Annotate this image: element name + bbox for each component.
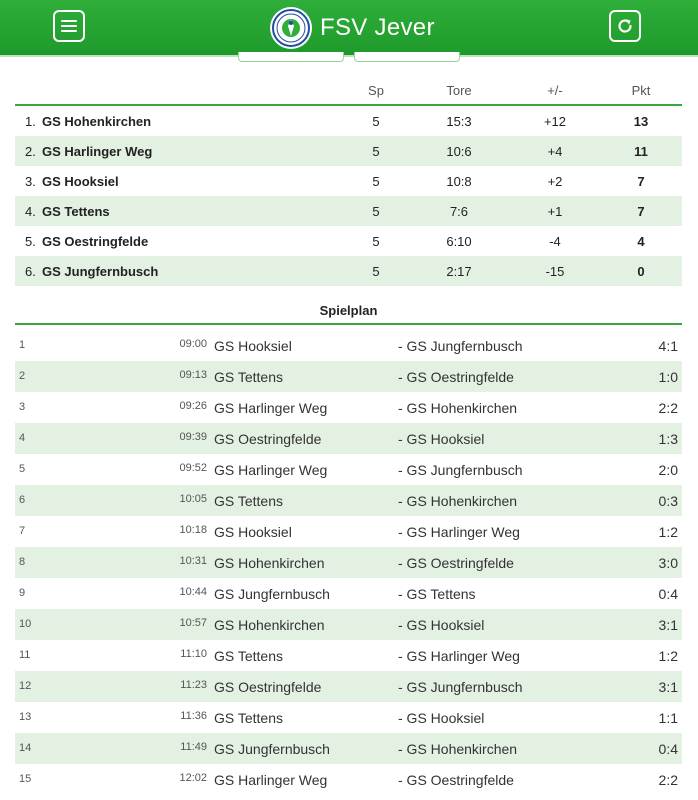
app-header [0,0,698,57]
match-score: 0:4 [658,586,678,602]
points: 11 [634,144,648,159]
match-row [15,640,682,671]
rank: 1. [25,114,36,129]
match-row [15,609,682,640]
home-team: GS Oestringfelde [214,431,322,447]
match-row [15,671,682,702]
rank: 6. [25,264,36,279]
away-team: - GS Tettens [398,586,476,602]
away-team: - GS Jungfernbusch [398,338,523,354]
away-team: - GS Oestringfelde [398,369,514,385]
away-team: - GS Jungfernbusch [398,462,523,478]
goal-diff: -15 [545,264,565,279]
team-name: GS Tettens [42,204,110,219]
match-row [15,702,682,733]
match-row [15,392,682,423]
home-team: GS Hooksiel [214,338,292,354]
schedule-section [15,299,682,795]
home-team: GS Tettens [214,369,284,385]
match-score: 3:1 [658,617,678,633]
games-played: 5 [372,144,380,159]
match-score: 0:3 [658,493,678,509]
match-time: 09:13 [179,369,207,381]
points: 7 [637,204,645,219]
match-score: 1:2 [658,648,678,664]
match-time: 10:57 [179,617,207,629]
away-team: - GS Hohenkirchen [398,400,518,416]
match-number: 8 [19,556,26,568]
match-time: 11:23 [180,679,207,691]
header-sp: Sp [368,83,384,98]
rank: 5. [25,234,36,249]
goals: 7:6 [449,204,469,219]
match-time: 11:49 [180,741,207,753]
match-number: 1 [19,339,26,351]
match-score: 4:1 [658,338,678,354]
match-time: 09:26 [179,400,207,412]
brand[interactable] [270,6,435,50]
away-team: - GS Hooksiel [398,431,485,447]
standings-row [15,196,682,226]
games-played: 5 [372,234,380,249]
goal-diff: +1 [547,204,563,219]
match-number: 6 [19,494,26,506]
home-team: GS Hooksiel [214,524,292,540]
away-team: - GS Hooksiel [398,617,485,633]
match-row [15,423,682,454]
match-score: 0:4 [658,741,678,757]
goal-diff: +12 [543,114,567,129]
team-name: GS Oestringfelde [42,234,149,249]
match-score: 1:0 [658,369,678,385]
points: 0 [637,264,645,279]
standings-row [15,106,682,136]
menu-button[interactable] [53,10,85,42]
match-number: 10 [19,618,32,630]
home-team: GS Hohenkirchen [214,555,325,571]
match-number: 4 [19,432,26,444]
games-played: 5 [372,204,380,219]
home-team: GS Oestringfelde [214,679,322,695]
away-team: - GS Oestringfelde [398,772,514,788]
home-team: GS Jungfernbusch [214,586,330,602]
standings-row [15,166,682,196]
home-team: GS Harlinger Weg [214,772,328,788]
away-team: - GS Hohenkirchen [398,493,518,509]
match-time: 10:18 [179,524,207,536]
games-played: 5 [372,114,380,129]
match-time: 11:10 [180,648,207,660]
away-team: - GS Hooksiel [398,710,485,726]
match-score: 3:1 [658,679,678,695]
match-score: 2:2 [658,400,678,416]
match-number: 2 [19,370,26,382]
match-score: 1:3 [658,431,678,447]
match-number: 9 [19,587,26,599]
goal-diff: +4 [547,144,563,159]
goal-diff: -4 [549,234,561,249]
match-number: 3 [19,401,26,413]
home-team: GS Harlinger Weg [214,400,328,416]
match-row [15,485,682,516]
team-name: GS Jungfernbusch [42,264,159,279]
home-team: GS Hohenkirchen [214,617,325,633]
tab-button-left[interactable] [238,52,344,62]
refresh-button[interactable] [609,10,641,42]
match-number: 5 [19,463,26,475]
team-name: GS Harlinger Weg [42,144,153,159]
points: 13 [633,114,649,129]
home-team: GS Harlinger Weg [214,462,328,478]
match-number: 12 [19,680,32,692]
match-score: 3:0 [658,555,678,571]
points: 4 [637,234,645,249]
standings-table [15,76,682,286]
match-score: 1:1 [658,710,678,726]
away-team: - GS Jungfernbusch [398,679,523,695]
header-diff: +/- [547,83,563,98]
match-time: 10:31 [179,555,207,567]
match-row [15,454,682,485]
schedule-list [15,330,682,795]
rank: 2. [25,144,36,159]
team-name: GS Hooksiel [42,174,119,189]
standings-header [15,76,682,106]
match-time: 10:05 [179,493,207,505]
match-time: 09:00 [179,338,207,350]
away-team: - GS Oestringfelde [398,555,514,571]
tab-button-right[interactable] [354,52,460,62]
home-team: GS Tettens [214,493,284,509]
goals: 10:6 [446,144,472,159]
match-time: 12:02 [179,772,207,784]
match-number: 15 [19,773,32,785]
match-score: 1:2 [658,524,678,540]
match-row [15,547,682,578]
match-row [15,330,682,361]
goals: 2:17 [446,264,472,279]
goals: 15:3 [446,114,472,129]
match-number: 7 [19,525,26,537]
club-crest-icon [270,7,312,49]
match-number: 11 [19,649,31,661]
match-row [15,516,682,547]
points: 7 [637,174,645,189]
hamburger-menu-icon [61,20,77,32]
header-tore: Tore [446,83,472,98]
schedule-title: Spielplan [15,299,682,325]
match-time: 11:36 [180,710,207,722]
match-row [15,764,682,795]
rank: 4. [25,204,36,219]
goals: 6:10 [446,234,472,249]
match-row [15,361,682,392]
standings-row [15,226,682,256]
header-pkt: Pkt [631,83,651,98]
games-played: 5 [372,174,380,189]
match-row [15,733,682,764]
match-number: 13 [19,711,32,723]
games-played: 5 [372,264,380,279]
home-team: GS Tettens [214,710,284,726]
away-team: - GS Hohenkirchen [398,741,518,757]
rank: 3. [25,174,36,189]
goals: 10:8 [446,174,472,189]
match-time: 10:44 [179,586,207,598]
match-time: 09:39 [179,431,207,443]
home-team: GS Jungfernbusch [214,741,330,757]
home-team: GS Tettens [214,648,284,664]
away-team: - GS Harlinger Weg [398,524,520,540]
goal-diff: +2 [547,174,563,189]
match-time: 09:52 [179,462,207,474]
app-title: FSV Jever [320,14,435,41]
match-number: 14 [19,742,32,754]
standings-row [15,136,682,166]
refresh-icon [616,17,634,35]
standings-row [15,256,682,286]
match-score: 2:2 [658,772,678,788]
match-row [15,578,682,609]
away-team: - GS Harlinger Weg [398,648,520,664]
match-score: 2:0 [658,462,678,478]
team-name: GS Hohenkirchen [42,114,152,129]
